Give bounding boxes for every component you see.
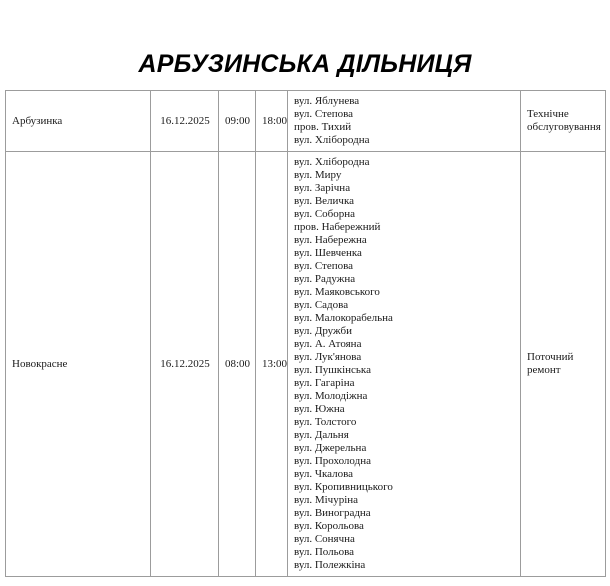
street-item: вул. Прохолодна [294, 455, 371, 467]
cell-time-to: 13:00 [256, 152, 288, 577]
schedule-table-container [5, 90, 605, 577]
street-item: вул. Полежкіна [294, 559, 366, 571]
outage-schedule-table [5, 90, 606, 577]
street-item: вул. Величка [294, 195, 355, 207]
street-item: вул. Гагаріна [294, 377, 355, 389]
cell-settlement: Новокрасне [6, 152, 151, 577]
street-item: вул. Виноградна [294, 507, 371, 519]
reason-text: Технічне обслуговування [527, 108, 601, 133]
cell-date: 16.12.2025 [151, 91, 219, 152]
street-list [294, 95, 515, 147]
cell-streets [288, 152, 521, 577]
street-item: вул. Толстого [294, 416, 357, 428]
street-item: вул. Хлібородна [294, 134, 370, 146]
street-item: вул. Кропивницького [294, 481, 393, 493]
cell-reason [521, 152, 606, 577]
street-item: вул. Садова [294, 299, 349, 311]
street-item: пров. Тихий [294, 121, 352, 133]
street-item: вул. Сонячна [294, 533, 355, 545]
street-item: вул. Дружби [294, 325, 352, 337]
street-item: вул. Радужна [294, 273, 356, 285]
street-item: вул. Набережна [294, 234, 367, 246]
street-item: вул. Степова [294, 260, 354, 272]
street-item: вул. Мічуріна [294, 494, 359, 506]
street-item: вул. Пушкінська [294, 364, 371, 376]
street-item: вул. Джерельна [294, 442, 367, 454]
street-item: вул. Молодіжна [294, 390, 368, 402]
street-item: вул. А. Атояна [294, 338, 362, 350]
table-row [6, 152, 606, 577]
street-list [294, 156, 515, 572]
cell-settlement: Арбузинка [6, 91, 151, 152]
schedule-table-body [6, 91, 606, 577]
street-item: вул. Степова [294, 108, 354, 120]
cell-date: 16.12.2025 [151, 152, 219, 577]
street-item: вул. Южна [294, 403, 345, 415]
street-item: вул. Зарічна [294, 182, 351, 194]
page-title: АРБУЗИНСЬКА ДІЛЬНИЦЯ [138, 50, 472, 78]
cell-reason [521, 91, 606, 152]
cell-time-to: 18:00 [256, 91, 288, 152]
cell-time-from: 08:00 [219, 152, 256, 577]
street-item: вул. Миру [294, 169, 342, 181]
street-item: вул. Хлібородна [294, 156, 370, 168]
reason-text: Поточний ремонт [527, 351, 574, 376]
street-item: вул. Шевченка [294, 247, 362, 259]
street-item: вул. Чкалова [294, 468, 354, 480]
street-item: вул. Соборна [294, 208, 356, 220]
table-row [6, 91, 606, 152]
street-item: вул. Польова [294, 546, 355, 558]
street-item: пров. Набережний [294, 221, 381, 233]
street-item: вул. Малокорабельна [294, 312, 393, 324]
street-item: вул. Дальня [294, 429, 349, 441]
street-item: вул. Маяковського [294, 286, 380, 298]
street-item: вул. Лук'янова [294, 351, 362, 363]
street-item: вул. Корольова [294, 520, 364, 532]
street-item: вул. Яблунева [294, 95, 360, 107]
cell-time-from: 09:00 [219, 91, 256, 152]
cell-streets [288, 91, 521, 152]
